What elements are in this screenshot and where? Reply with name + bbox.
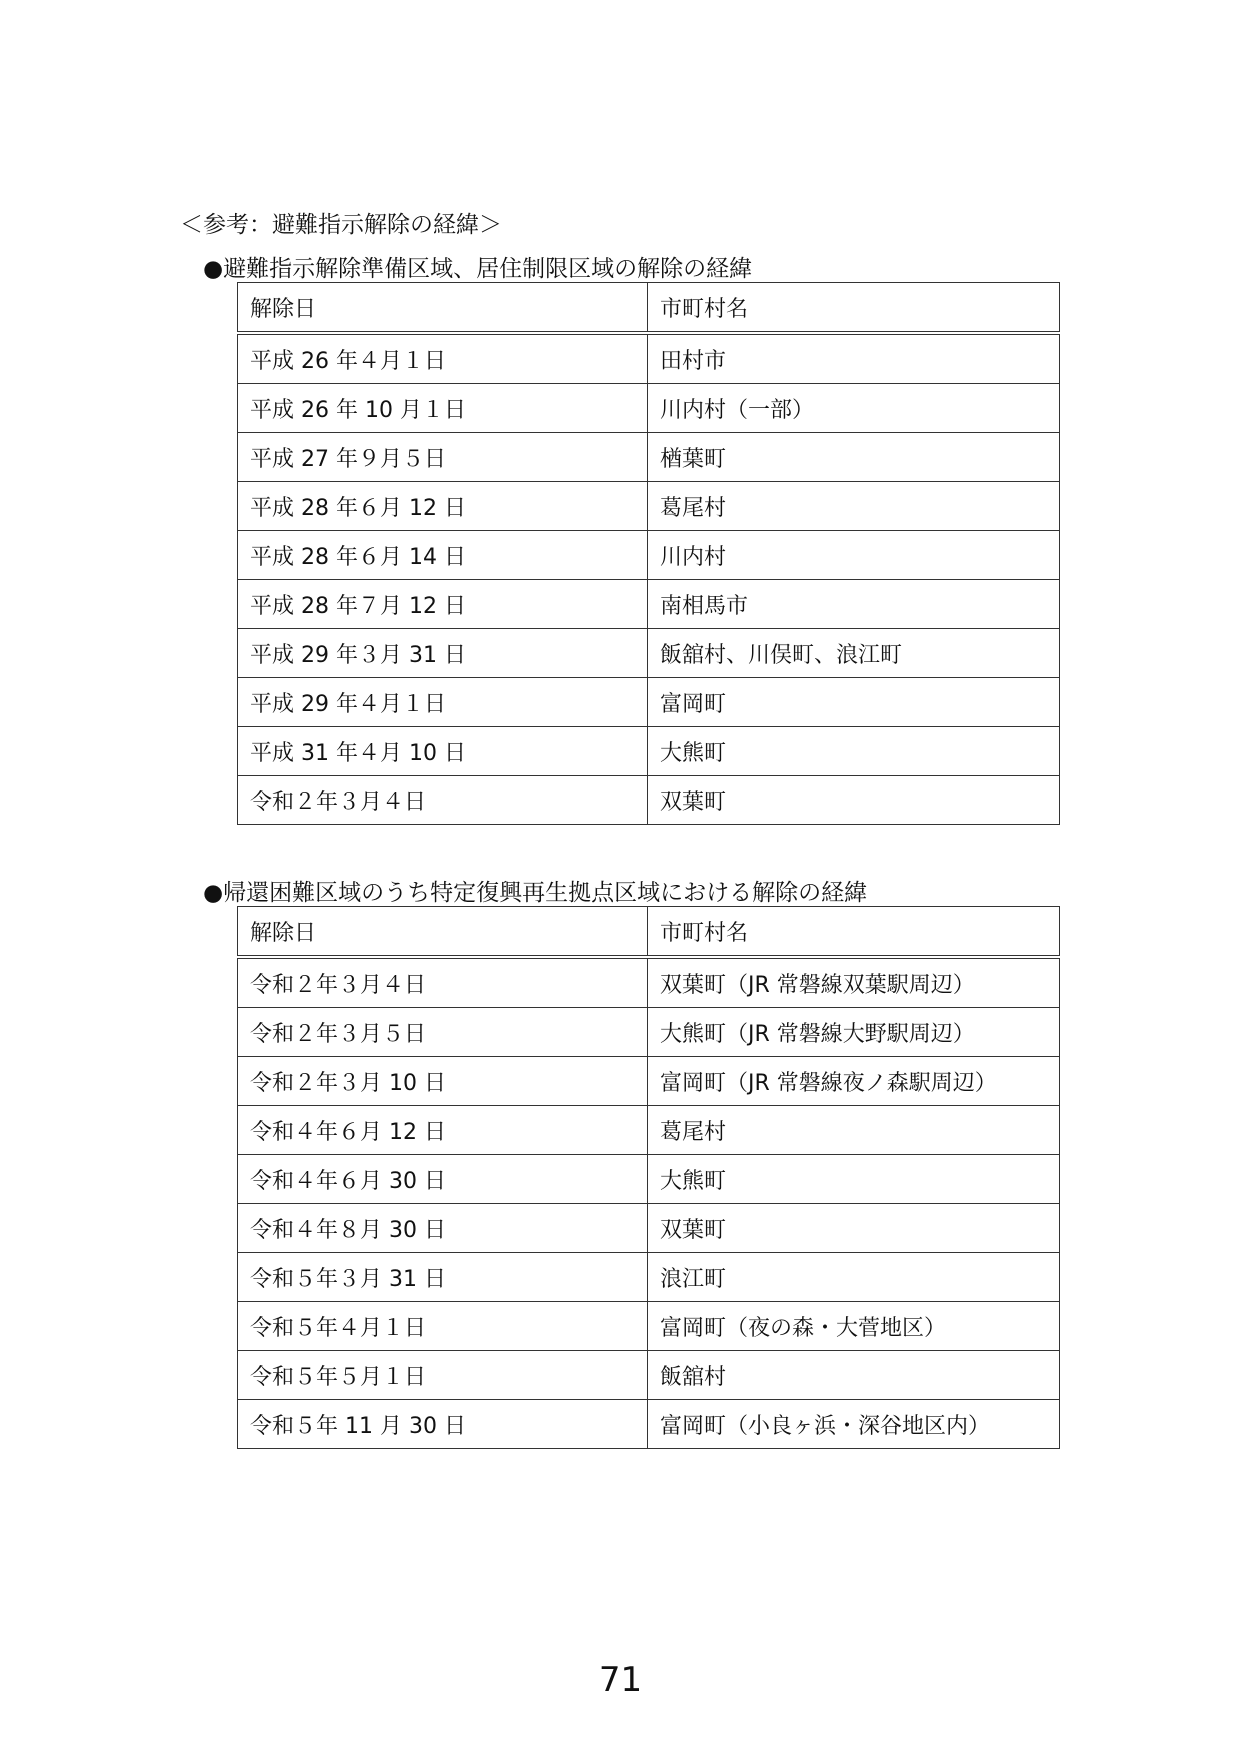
table-row (238, 678, 1060, 727)
table-row (238, 482, 1060, 531)
column-header-municipality: 市町村名 (648, 907, 1060, 958)
municipality-cell: 富岡町（JR 常磐線夜ノ森駅周辺） (648, 1057, 1060, 1106)
table-row (238, 1008, 1060, 1057)
table-row (238, 433, 1060, 482)
municipality-cell: 富岡町（小良ヶ浜・深谷地区内） (648, 1400, 1060, 1449)
municipality-cell: 楢葉町 (648, 433, 1060, 482)
release-date-cell: 令和５年３月 31 日 (238, 1253, 648, 1302)
table-row (238, 957, 1060, 1008)
municipality-cell: 葛尾村 (648, 1106, 1060, 1155)
release-date-cell: 令和５年４月１日 (238, 1302, 648, 1351)
release-date-cell: 平成 31 年４月 10 日 (238, 727, 648, 776)
municipality-cell: 飯舘村、川俣町、浪江町 (648, 629, 1060, 678)
municipality-cell: 富岡町（夜の森・大菅地区） (648, 1302, 1060, 1351)
release-date-cell: 令和４年８月 30 日 (238, 1204, 648, 1253)
municipality-cell: 浪江町 (648, 1253, 1060, 1302)
page-number: 71 (598, 1660, 643, 1700)
table-row (238, 531, 1060, 580)
release-date-cell: 令和２年３月４日 (238, 776, 648, 825)
table-row (238, 629, 1060, 678)
release-date-cell: 平成 29 年３月 31 日 (238, 629, 648, 678)
release-history-table-1 (237, 282, 1060, 825)
table-row (238, 1400, 1060, 1449)
municipality-cell: 大熊町 (648, 727, 1060, 776)
table-row (238, 384, 1060, 433)
municipality-cell: 川内村 (648, 531, 1060, 580)
release-date-cell: 令和２年３月４日 (238, 957, 648, 1008)
municipality-cell: 川内村（一部） (648, 384, 1060, 433)
section-title-evacuation-zones: ●避難指示解除準備区域、居住制限区域の解除の経緯 (203, 256, 753, 282)
municipality-cell: 双葉町 (648, 1204, 1060, 1253)
table-row (238, 1106, 1060, 1155)
section-title-reconstruction-bases: ●帰還困難区域のうち特定復興再生拠点区域における解除の経緯 (203, 880, 868, 906)
release-date-cell: 令和５年５月１日 (238, 1351, 648, 1400)
release-date-cell: 平成 26 年 10 月１日 (238, 384, 648, 433)
table-row (238, 1351, 1060, 1400)
release-date-cell: 令和５年 11 月 30 日 (238, 1400, 648, 1449)
municipality-cell: 南相馬市 (648, 580, 1060, 629)
table-row (238, 580, 1060, 629)
table-row (238, 1155, 1060, 1204)
municipality-cell: 田村市 (648, 333, 1060, 384)
release-date-cell: 平成 28 年６月 14 日 (238, 531, 648, 580)
table-row (238, 727, 1060, 776)
reference-title: ＜参考：避難指示解除の経緯＞ (180, 212, 502, 238)
release-history-table-2 (237, 906, 1060, 1449)
municipality-cell: 飯舘村 (648, 1351, 1060, 1400)
table-row (238, 776, 1060, 825)
table-row (238, 1253, 1060, 1302)
release-date-cell: 令和４年６月 30 日 (238, 1155, 648, 1204)
release-date-cell: 平成 28 年７月 12 日 (238, 580, 648, 629)
municipality-cell: 葛尾村 (648, 482, 1060, 531)
table-row (238, 1302, 1060, 1351)
release-date-cell: 平成 29 年４月１日 (238, 678, 648, 727)
municipality-cell: 富岡町 (648, 678, 1060, 727)
column-header-municipality: 市町村名 (648, 283, 1060, 334)
table-row (238, 1204, 1060, 1253)
table-header-row (238, 283, 1060, 334)
release-date-cell: 令和４年６月 12 日 (238, 1106, 648, 1155)
column-header-release-date: 解除日 (238, 907, 648, 958)
table-row (238, 333, 1060, 384)
release-date-cell: 令和２年３月５日 (238, 1008, 648, 1057)
release-date-cell: 平成 26 年４月１日 (238, 333, 648, 384)
municipality-cell: 双葉町（JR 常磐線双葉駅周辺） (648, 957, 1060, 1008)
column-header-release-date: 解除日 (238, 283, 648, 334)
municipality-cell: 双葉町 (648, 776, 1060, 825)
municipality-cell: 大熊町 (648, 1155, 1060, 1204)
table-row (238, 1057, 1060, 1106)
municipality-cell: 大熊町（JR 常磐線大野駅周辺） (648, 1008, 1060, 1057)
release-date-cell: 令和２年３月 10 日 (238, 1057, 648, 1106)
release-date-cell: 平成 27 年９月５日 (238, 433, 648, 482)
release-date-cell: 平成 28 年６月 12 日 (238, 482, 648, 531)
table-header-row (238, 907, 1060, 958)
